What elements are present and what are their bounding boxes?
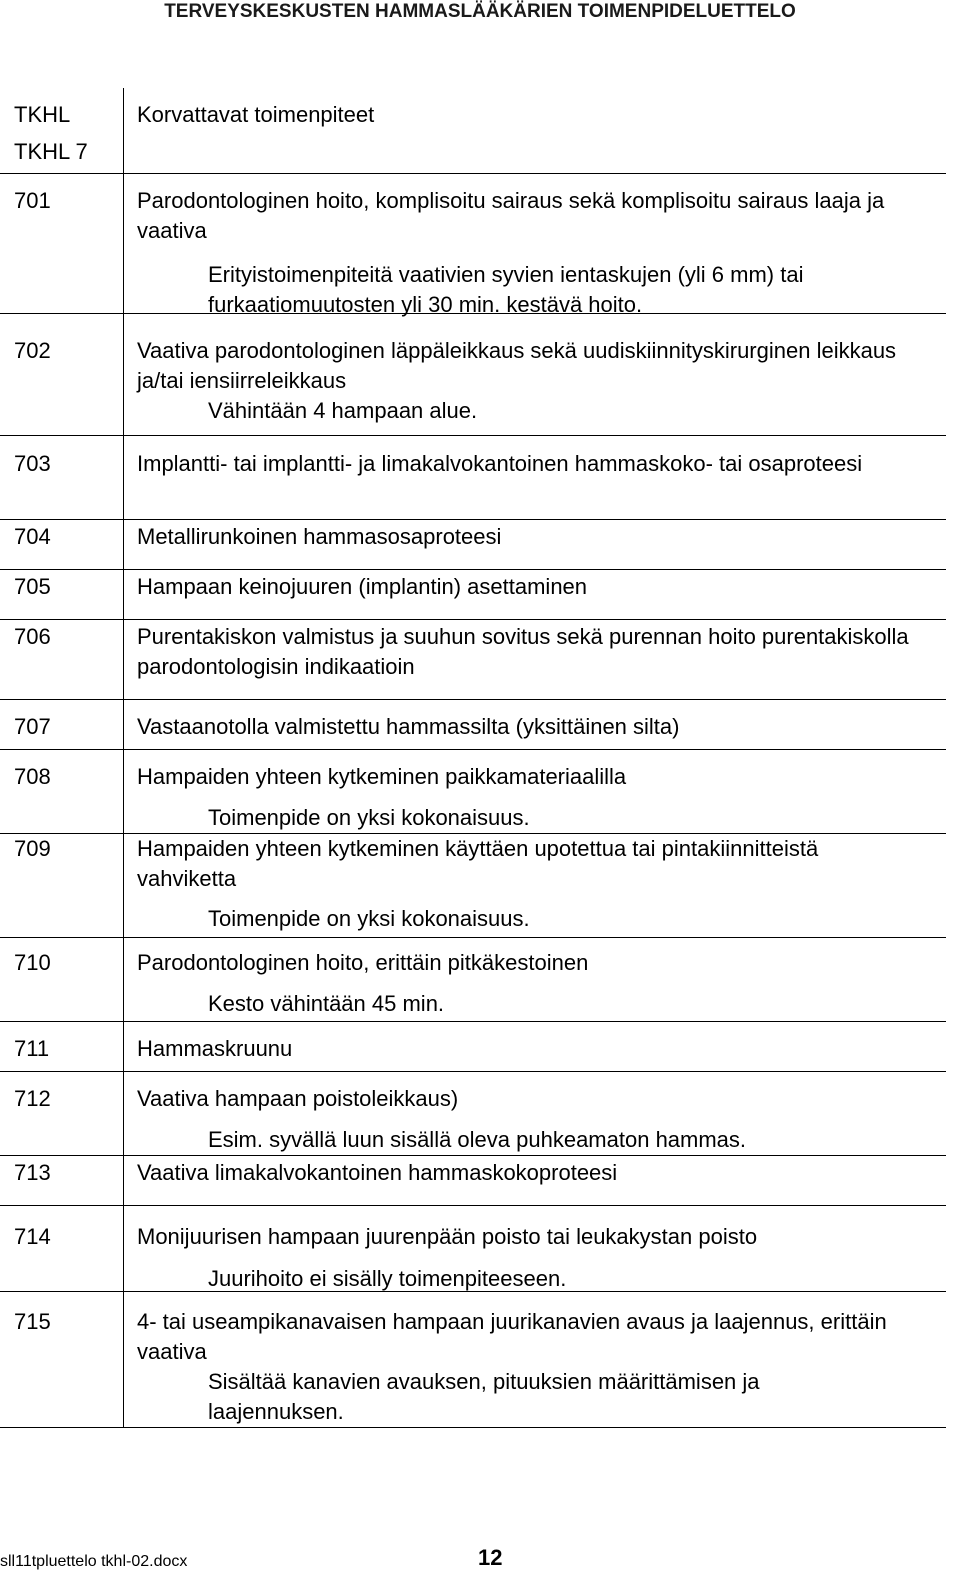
table-row xyxy=(0,314,946,436)
procedure-code: 704 xyxy=(14,524,51,549)
procedure-description: Hampaiden yhteen kytkeminen käyttäen upotettua tai pintakiinnitteistä vahviketta xyxy=(137,836,819,891)
table-row xyxy=(0,750,946,834)
procedure-code: 708 xyxy=(14,764,51,789)
procedure-code: 701 xyxy=(14,188,51,213)
procedure-note: Erityistoimenpiteitä vaativien syvien ientaskujen (yli 6 mm) tai furkaatiomuutosten yli 30 min. kestävä hoito. xyxy=(208,262,804,317)
procedure-note: Vähintään 4 hampaan alue. xyxy=(208,398,478,423)
header-code-tkhl7: TKHL 7 xyxy=(14,139,88,164)
procedure-description: Parodontologinen hoito, komplisoitu sairaus sekä komplisoitu sairaus laaja ja vaativa xyxy=(137,188,885,243)
procedure-code: 702 xyxy=(14,338,51,363)
procedure-code: 703 xyxy=(14,451,51,476)
procedure-code: 711 xyxy=(14,1036,50,1061)
procedure-description: Implantti- tai implantti- ja limakalvokantoinen hammaskoko- tai osaproteesi xyxy=(137,451,863,476)
procedure-code: 709 xyxy=(14,836,51,861)
procedure-table xyxy=(0,88,946,1428)
procedure-description: Metallirunkoinen hammasosaproteesi xyxy=(137,524,502,549)
table-row xyxy=(0,1206,946,1292)
table-row xyxy=(0,1022,946,1072)
procedure-note: Juurihoito ei sisälly toimenpiteeseen. xyxy=(208,1266,567,1291)
procedure-code: 710 xyxy=(14,950,51,975)
procedure-code: 712 xyxy=(14,1086,51,1111)
table-row xyxy=(0,1292,946,1428)
procedure-description: Vaativa hampaan poistoleikkaus) xyxy=(137,1086,459,1111)
procedure-description: Vaativa parodontologinen läppäleikkaus sekä uudiskiinnityskirurginen leikkaus ja/tai iensiirreleikkaus xyxy=(137,338,897,393)
procedure-description: Parodontologinen hoito, erittäin pitkäkestoinen xyxy=(137,950,589,975)
procedure-note: Sisältää kanavien avauksen, pituuksien määrittämisen ja laajennuksen. xyxy=(208,1369,760,1424)
footer-filename: sll11tpluettelo tkhl-02.docx xyxy=(0,1553,188,1570)
footer-page-number: 12 xyxy=(478,1545,503,1570)
table-row xyxy=(0,174,946,317)
table-header-row xyxy=(0,88,946,174)
table-row xyxy=(0,520,946,570)
header-label: Korvattavat toimenpiteet xyxy=(137,102,375,127)
procedure-description: Hampaan keinojuuren (implantin) asettaminen xyxy=(137,574,588,599)
table-row xyxy=(0,700,946,750)
document-title: TERVEYSKESKUSTEN HAMMASLÄÄKÄRIEN TOIMENPIDELUETTELO xyxy=(164,1,796,22)
procedure-description: 4- tai useampikanavaisen hampaan juurikanavien avaus ja laajennus, erittäin vaativa xyxy=(137,1309,887,1364)
procedure-description: Monijuurisen hampaan juurenpään poisto tai leukakystan poisto xyxy=(137,1224,758,1249)
page-footer xyxy=(0,1540,960,1580)
procedure-note: Esim. syvällä luun sisällä oleva puhkeamaton hammas. xyxy=(208,1127,747,1152)
procedure-description: Hampaiden yhteen kytkeminen paikkamateriaalilla xyxy=(137,764,627,789)
procedure-code: 714 xyxy=(14,1224,51,1249)
table-row xyxy=(0,938,946,1022)
procedure-description: Vastaanotolla valmistettu hammassilta (yksittäinen silta) xyxy=(137,714,680,739)
procedure-note: Toimenpide on yksi kokonaisuus. xyxy=(208,906,530,931)
table-row xyxy=(0,620,946,700)
procedure-description: Hammaskruunu xyxy=(137,1036,293,1061)
table-row xyxy=(0,1156,946,1206)
table-row xyxy=(0,570,946,620)
procedure-note: Toimenpide on yksi kokonaisuus. xyxy=(208,805,530,830)
procedure-code: 715 xyxy=(14,1309,51,1334)
procedure-code: 705 xyxy=(14,574,51,599)
table-row xyxy=(0,436,946,520)
procedure-code: 706 xyxy=(14,624,51,649)
procedure-description: Vaativa limakalvokantoinen hammaskokoproteesi xyxy=(137,1160,618,1185)
procedure-description: Purentakiskon valmistus ja suuhun sovitus sekä purennan hoito purentakiskolla parodontologisin indikaatioin xyxy=(137,624,909,679)
procedure-code: 707 xyxy=(14,714,51,739)
procedure-note: Kesto vähintään 45 min. xyxy=(208,991,445,1016)
table-row xyxy=(0,1072,946,1156)
table-row xyxy=(0,834,946,938)
procedure-code: 713 xyxy=(14,1160,51,1185)
header-code-tkhl: TKHL xyxy=(14,102,71,127)
